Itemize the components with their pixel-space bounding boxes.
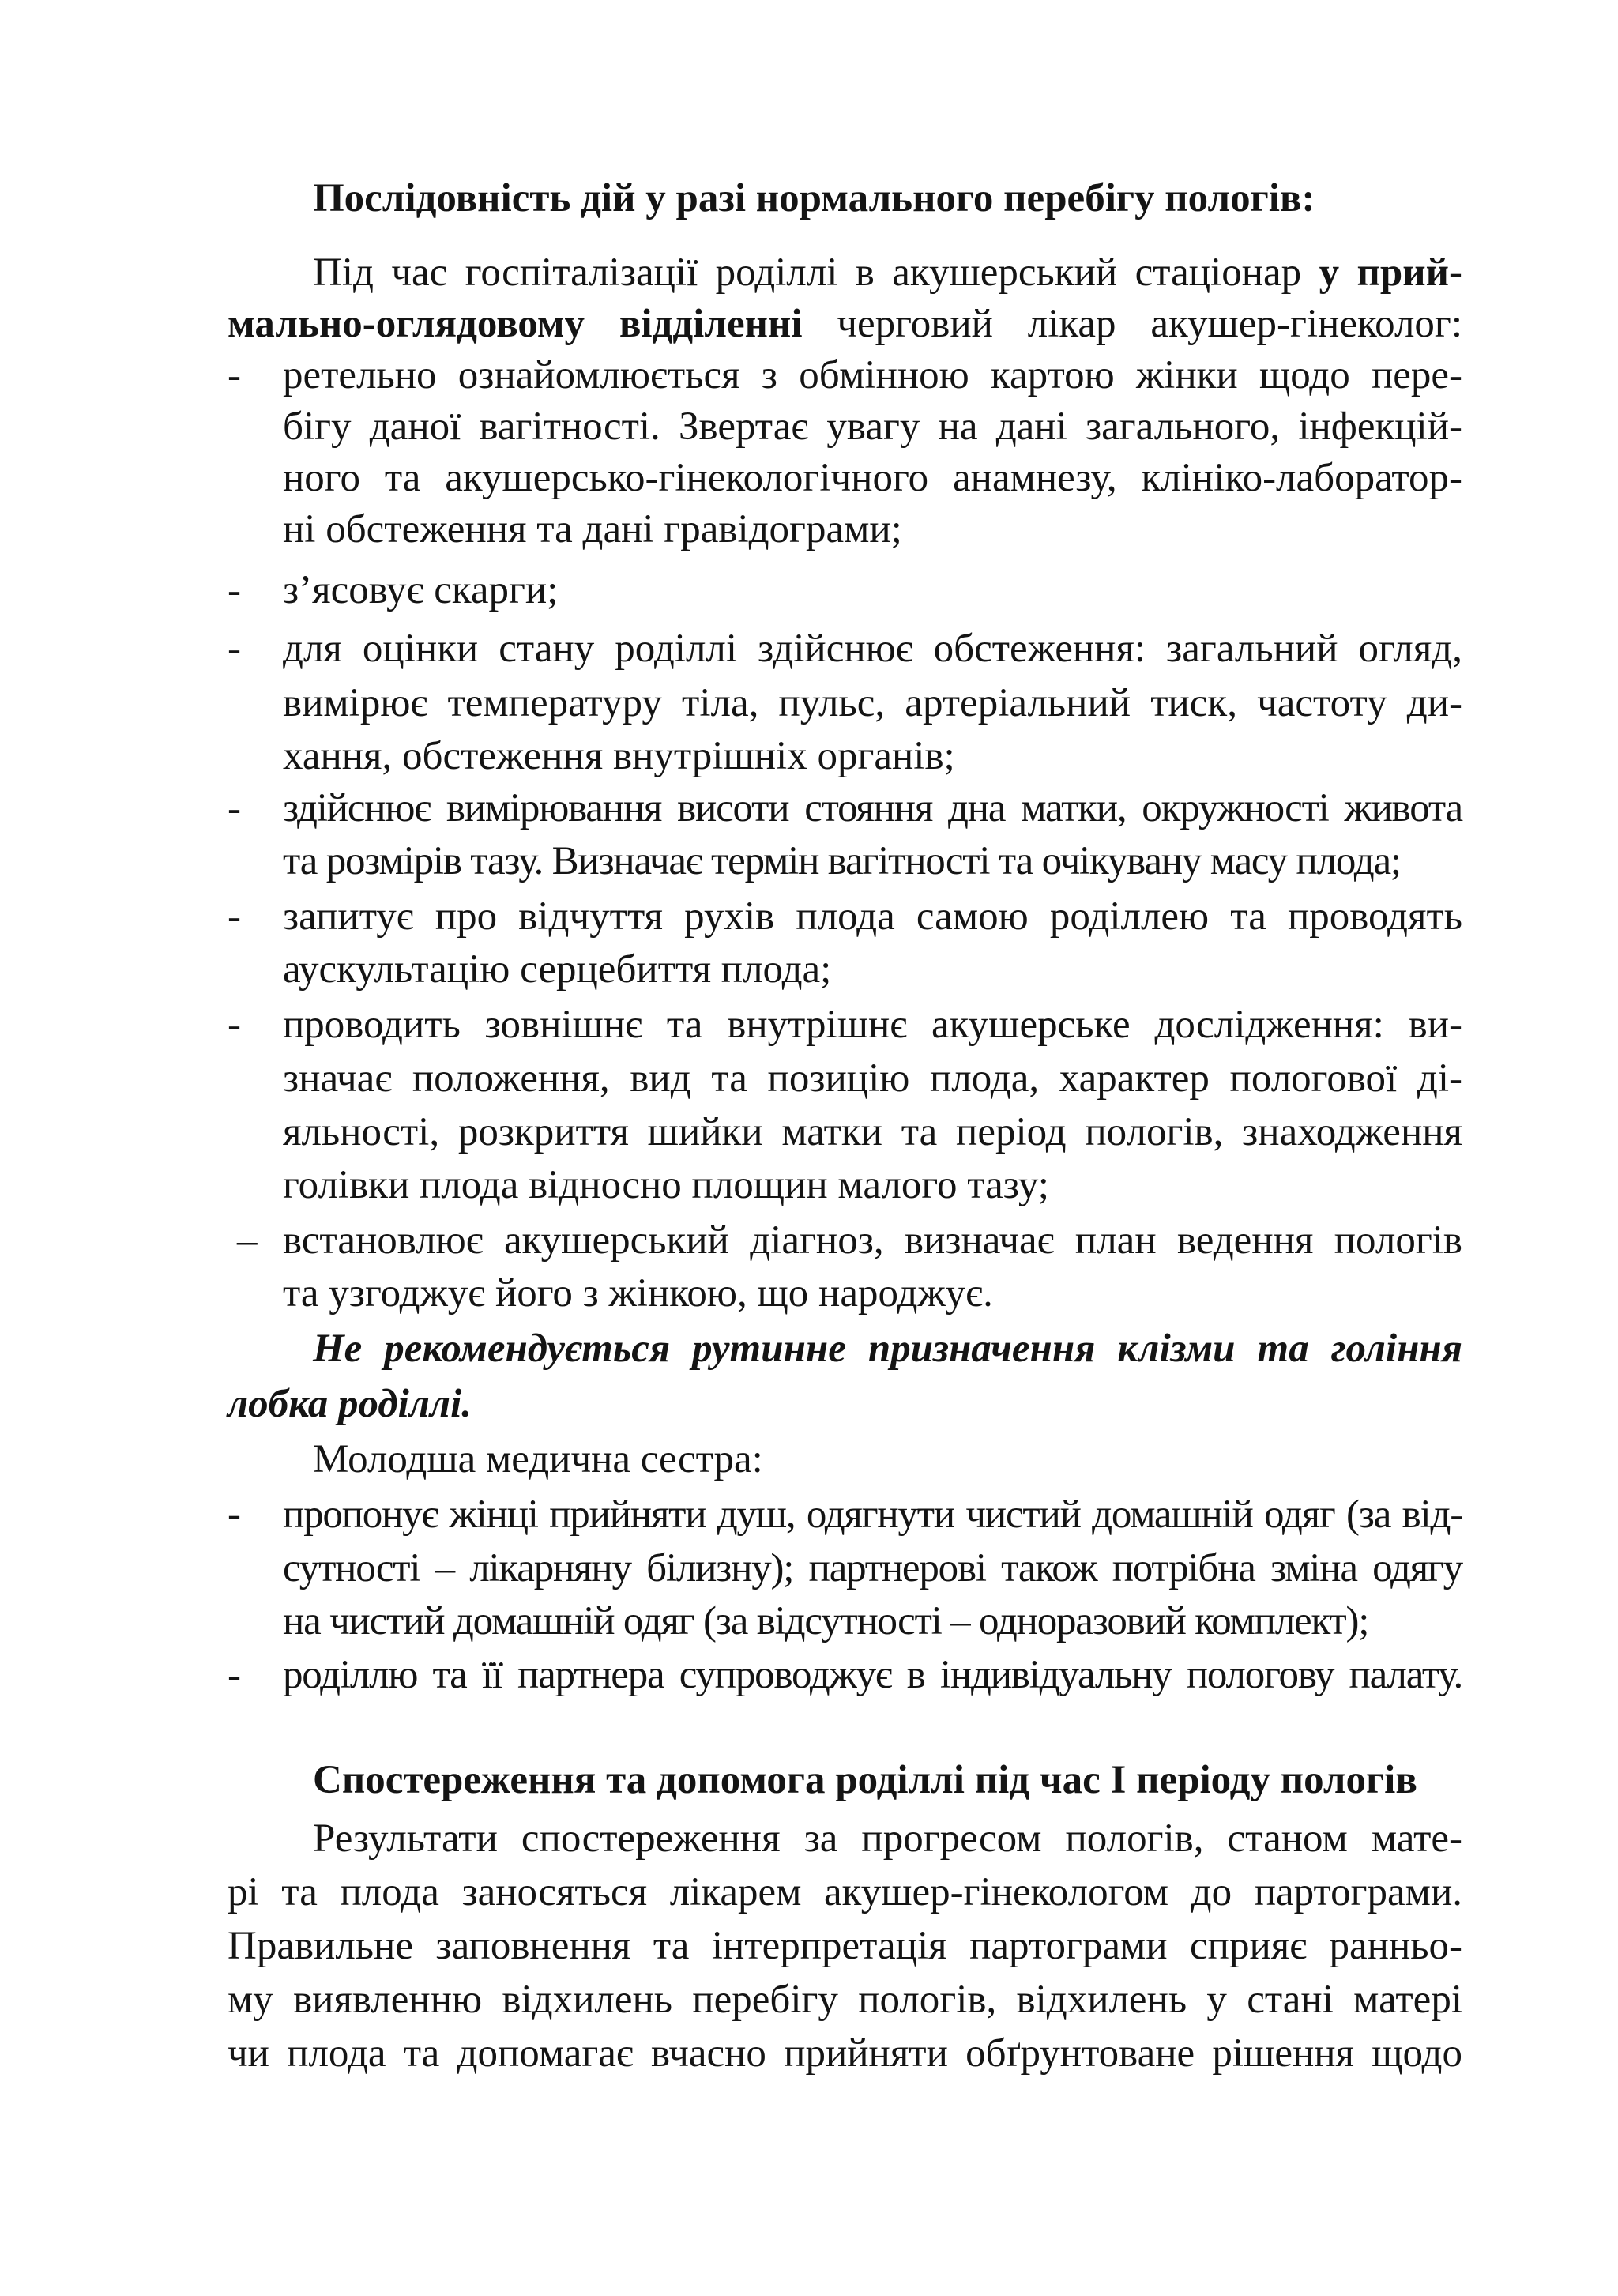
- list-item-line: сутності – лікарняну білизну); партнерові також потрібна зміна одягу: [283, 1546, 1462, 1590]
- list-item-line: встановлює акушерський діагноз, визначає план ведення пологів: [283, 1218, 1462, 1263]
- list-item-line: голівки плода відносно площин малого тазу;: [283, 1163, 1049, 1207]
- list-bullet: -: [228, 1003, 241, 1047]
- intro-line-2: [228, 296, 1462, 352]
- list-item-line: хання, обстеження внутрішніх органів;: [283, 734, 955, 778]
- paragraph-line: му виявленню відхилень перебігу пологів, відхилень у стані матері: [228, 1978, 1462, 2022]
- list-item-line: ні обстеження та дані гравідограми;: [283, 507, 902, 551]
- intro-emphasis: у прий-: [1319, 250, 1462, 295]
- list-bullet: -: [228, 568, 241, 612]
- paragraph-line: Результати спостереження за прогресом пологів, станом мате-: [313, 1816, 1462, 1861]
- paragraph-line: чи плода та допомагає вчасно прийняти обґрунтоване рішення щодо: [228, 2031, 1462, 2076]
- list-item-line: пропонує жінці прийняти душ, одягнути чистий домашній одяг (за від-: [283, 1492, 1462, 1537]
- list-bullet: -: [228, 1653, 241, 1697]
- list-item-line: ного та акушерсько-гінекологічного анамнезу, клініко-лаборатор-: [283, 456, 1462, 500]
- list-item-line: з’ясовує скарги;: [283, 568, 559, 612]
- list-item-line: проводить зовнішнє та внутрішнє акушерське дослідження: ви-: [283, 1003, 1462, 1047]
- list-bullet: -: [228, 786, 241, 830]
- note-line: Не рекомендується рутинне призначення клізми та гоління: [313, 1327, 1462, 1371]
- section-title: Спостереження та допомога роділлі під час І періоду пологів: [313, 1758, 1417, 1802]
- list-item-line: аускультацію серцебиття плода;: [283, 947, 832, 992]
- list-bullet: -: [228, 353, 241, 397]
- intro-text: черговий лікар акушер-гінеколог:: [802, 302, 1463, 346]
- intro-emphasis: мально-оглядовому відділенні: [228, 302, 803, 346]
- intro-line-1: [313, 245, 1462, 300]
- list-item-line: яльності, розкриття шийки матки та період пологів, знаходження: [283, 1110, 1462, 1154]
- list-item-line: значає положення, вид та позицію плода, характер пологової ді-: [283, 1056, 1462, 1101]
- list-item-line: здійснює вимірювання висоти стояння дна матки, окружності живота: [283, 786, 1462, 830]
- paragraph-line: рі та плода заносяться лікарем акушер-гінекологом до партограми.: [228, 1870, 1462, 1914]
- list-bullet: –: [237, 1218, 258, 1263]
- note-line: лобка роділлі.: [228, 1382, 472, 1426]
- list-item-line: для оцінки стану роділлі здійснює обстеження: загальний огляд,: [283, 627, 1462, 671]
- list-bullet: -: [228, 894, 241, 939]
- list-item-line: та узгоджує його з жінкою, що народжує.: [283, 1271, 993, 1315]
- list-bullet: -: [228, 1492, 241, 1537]
- section-title: Послідовність дій у разі нормального перебігу пологів:: [313, 176, 1315, 220]
- list-item-line: роділлю та її партнера супроводжує в індивідуальну пологову палату.: [283, 1653, 1462, 1697]
- list-item-line: на чистий домашній одяг (за відсутності – одноразовий комплект);: [283, 1599, 1369, 1643]
- paragraph-line: Правильне заповнення та інтерпретація партограми сприяє ранньо-: [228, 1924, 1462, 1968]
- intro-text: Під час госпіталізації роділлі в акушерський стаціонар: [313, 250, 1319, 295]
- nurse-intro: Молодша медична сестра:: [313, 1437, 763, 1481]
- list-bullet: -: [228, 627, 241, 671]
- list-item-line: вимірює температуру тіла, пульс, артеріальний тиск, частоту ди-: [283, 681, 1462, 725]
- list-item-line: ретельно ознайомлюється з обмінною картою жінки щодо пере-: [283, 353, 1462, 397]
- list-item-line: бігу даної вагітності. Звертає увагу на дані загального, інфекцій-: [283, 405, 1462, 449]
- list-item-line: запитує про відчуття рухів плода самою роділлею та проводять: [283, 894, 1462, 939]
- list-item-line: та розмірів тазу. Визначає термін вагітності та очікувану масу плода;: [283, 839, 1401, 883]
